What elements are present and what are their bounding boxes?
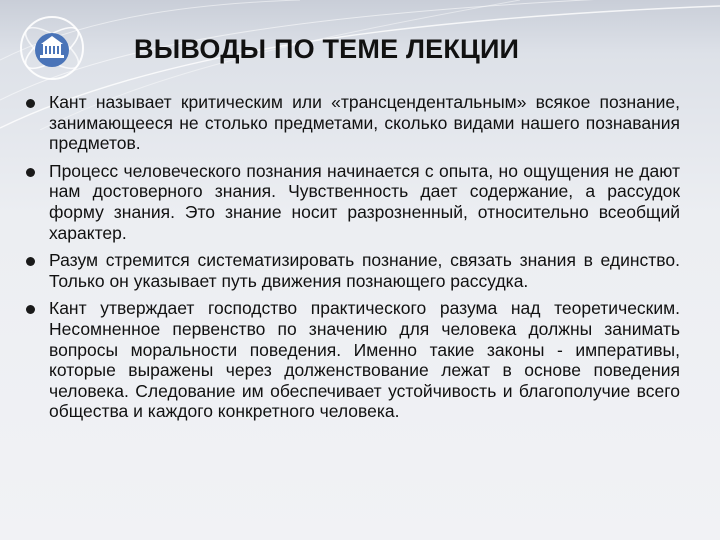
bullet-text: Кант утверждает господство практического разума над теоретическим. Несомненное первенство по значению для человека должны занимать вопросы моральности поведения. Именно такие законы - императивы, которые выражены через долженствование лежат в основе поведения человека. Следование им обеспечивает устойчивость и благополучие всего общества и каждого конкретного человека. — [49, 298, 680, 422]
slide-title: ВЫВОДЫ ПО ТЕМЕ ЛЕКЦИИ — [134, 34, 520, 64]
bullet-text: Кант называет критическим или «трансцендентальным» всякое познание, занимающееся не столько предметами, сколько видами нашего познавания предметов. — [49, 92, 680, 154]
bullet-dot-icon — [26, 257, 35, 266]
bullet-list — [26, 92, 680, 429]
bullet-dot-icon — [26, 168, 35, 177]
bullet-text: Процесс человеческого познания начинается с опыта, но ощущения не дают нам достоверного знания. Чувственность дает содержание, а рассудок форму знания. Это знание носит разрозненный, относительно всеобщий характер. — [49, 160, 680, 243]
bullet-item — [26, 250, 680, 291]
bullet-item — [26, 92, 680, 154]
bullet-item — [26, 161, 680, 243]
university-logo-icon — [18, 14, 86, 82]
bullet-text: Разум стремится систематизировать познание, связать знания в единство. Только он указывает путь движения познающего рассудка. — [49, 250, 680, 291]
bullet-item — [26, 298, 680, 422]
bullet-dot-icon — [26, 305, 35, 314]
bullet-dot-icon — [26, 99, 35, 108]
